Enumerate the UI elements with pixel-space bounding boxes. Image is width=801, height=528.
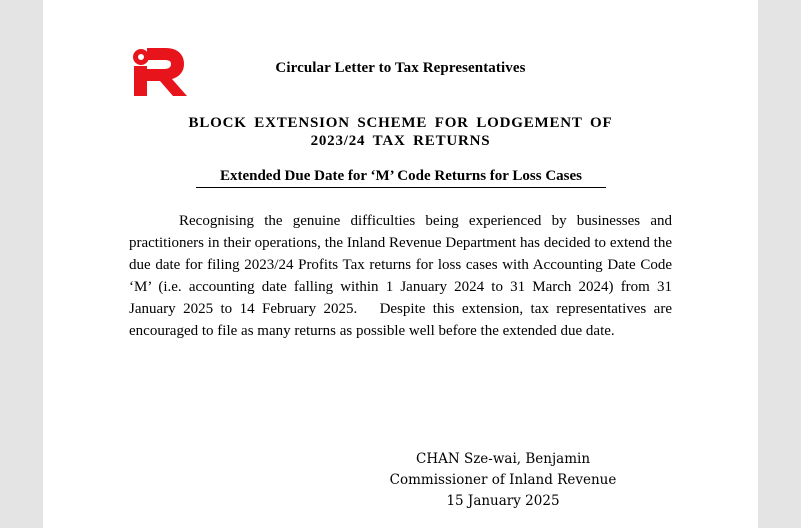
document-page bbox=[43, 0, 758, 528]
signatory-title: Commissioner of Inland Revenue bbox=[389, 472, 617, 488]
signature-block bbox=[383, 449, 623, 512]
extended-due-date-subheading: Extended Due Date for ‘M’ Code Returns for Loss Cases bbox=[196, 168, 606, 188]
body-paragraph: Recognising the genuine difficulties being experienced by businesses and practitioners in their operations, the Inland Revenue Department has decided to extend the due date for filing 2023/24 Profits Tax returns for loss cases with Accounting Date Code ‘M’ (i.e. accounting date falling within 1 January 2024 to 31 March 2024) from 31 January 2025 to 14 February 2025. Despite this extension, tax representatives are encouraged to file as many returns as possible well before the extended due date. bbox=[129, 213, 672, 339]
block-title-line-2: 2023/24 TAX RETURNS bbox=[310, 133, 491, 149]
ird-logo-icon bbox=[130, 44, 188, 98]
signatory-name: CHAN Sze-wai, Benjamin bbox=[415, 451, 591, 467]
letter-date: 15 January 2025 bbox=[446, 493, 560, 509]
circular-title: Circular Letter to Tax Representatives bbox=[275, 60, 526, 76]
block-extension-title bbox=[163, 114, 638, 150]
block-title-line-1: BLOCK EXTENSION SCHEME FOR LODGEMENT OF bbox=[188, 115, 613, 131]
